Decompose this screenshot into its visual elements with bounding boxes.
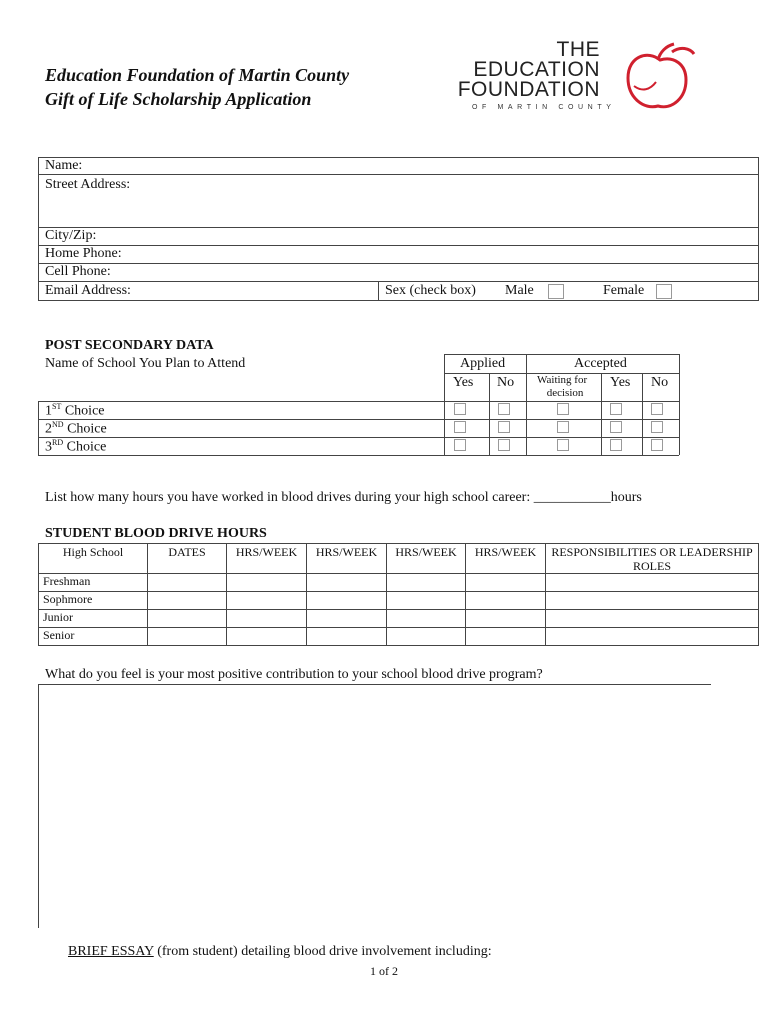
choice1-accepted-yes-checkbox[interactable] — [610, 403, 622, 415]
choice2-accepted-no-checkbox[interactable] — [651, 421, 663, 433]
table-cell[interactable] — [387, 574, 466, 592]
column-header: RESPONSIBILITIES OR LEADERSHIP ROLES — [546, 544, 759, 574]
row-label: Freshman — [39, 574, 148, 592]
logo-tagline: OF MARTIN COUNTY — [472, 104, 616, 111]
female-checkbox[interactable] — [656, 284, 672, 299]
row-label: Sophmore — [39, 592, 148, 610]
table-row — [39, 574, 759, 592]
table-cell[interactable] — [148, 628, 227, 646]
choice3-applied-no-checkbox[interactable] — [498, 439, 510, 451]
form-title: Education Foundation of Martin County — [45, 65, 350, 85]
choice2-applied-no-checkbox[interactable] — [498, 421, 510, 433]
street-address-field[interactable]: Street Address: — [45, 177, 131, 192]
table-cell[interactable] — [227, 628, 307, 646]
female-label: Female — [603, 283, 645, 298]
post-secondary-heading: POST SECONDARY DATA — [45, 338, 214, 353]
table-cell[interactable] — [148, 574, 227, 592]
table-cell[interactable] — [148, 610, 227, 628]
essay-title: BRIEF ESSAY — [68, 944, 154, 959]
school-name-label: Name of School You Plan to Attend — [45, 356, 246, 371]
table-cell[interactable] — [307, 610, 387, 628]
choice1-accepted-no-checkbox[interactable] — [651, 403, 663, 415]
table-cell[interactable] — [227, 610, 307, 628]
blood-drive-heading: STUDENT BLOOD DRIVE HOURS — [45, 526, 267, 541]
choice3-waiting-checkbox[interactable] — [557, 439, 569, 451]
accepted-yes-header: Yes — [610, 375, 631, 390]
table-cell[interactable] — [546, 610, 759, 628]
column-header: HRS/WEEK — [466, 544, 546, 574]
choice-row-1: 1ST Choice — [45, 402, 105, 419]
table-cell[interactable] — [387, 628, 466, 646]
city-zip-field[interactable]: City/Zip: — [45, 228, 97, 243]
choice1-waiting-checkbox[interactable] — [557, 403, 569, 415]
column-header: HRS/WEEK — [307, 544, 387, 574]
table-row — [39, 628, 759, 646]
table-cell[interactable] — [387, 592, 466, 610]
blood-drive-table — [38, 543, 759, 646]
table-cell[interactable] — [466, 574, 546, 592]
table-cell[interactable] — [466, 628, 546, 646]
choice2-accepted-yes-checkbox[interactable] — [610, 421, 622, 433]
table-cell[interactable] — [307, 628, 387, 646]
table-cell[interactable] — [307, 574, 387, 592]
choice1-applied-no-checkbox[interactable] — [498, 403, 510, 415]
table-cell[interactable] — [546, 574, 759, 592]
home-phone-field[interactable]: Home Phone: — [45, 246, 122, 261]
male-label: Male — [505, 283, 534, 298]
essay-instructions: BRIEF ESSAY (from student) detailing blood drive involvement including: — [68, 944, 492, 959]
row-label: Senior — [39, 628, 148, 646]
table-cell[interactable] — [466, 610, 546, 628]
cell-phone-field[interactable]: Cell Phone: — [45, 264, 111, 279]
table-cell[interactable] — [148, 592, 227, 610]
column-header: High School — [39, 544, 148, 574]
accepted-no-header: No — [651, 375, 669, 390]
applied-yes-header: Yes — [453, 375, 474, 390]
row-label: Junior — [39, 610, 148, 628]
table-cell[interactable] — [307, 592, 387, 610]
applied-no-header: No — [497, 375, 515, 390]
choice3-applied-yes-checkbox[interactable] — [454, 439, 466, 451]
accepted-header: Accepted — [574, 356, 627, 371]
table-cell[interactable] — [466, 592, 546, 610]
choice1-applied-yes-checkbox[interactable] — [454, 403, 466, 415]
column-header: HRS/WEEK — [227, 544, 307, 574]
choice-row-3: 3RD Choice — [45, 438, 107, 455]
name-field[interactable]: Name: — [45, 158, 83, 173]
personal-info-box — [38, 157, 759, 301]
contribution-answer-area[interactable] — [39, 685, 711, 927]
choice3-accepted-no-checkbox[interactable] — [651, 439, 663, 451]
table-cell[interactable] — [227, 574, 307, 592]
choice2-waiting-checkbox[interactable] — [557, 421, 569, 433]
logo-wordmark: THE EDUCATION FOUNDATION — [457, 38, 600, 101]
table-cell[interactable] — [227, 592, 307, 610]
hours-question[interactable]: List how many hours you have worked in blood drives during your high school career: ___________hours — [45, 490, 642, 505]
choice3-accepted-yes-checkbox[interactable] — [610, 439, 622, 451]
column-header: DATES — [148, 544, 227, 574]
sex-label: Sex (check box) — [385, 283, 476, 298]
form-subtitle: Gift of Life Scholarship Application — [45, 89, 312, 109]
table-row — [39, 592, 759, 610]
page-number: 1 of 2 — [370, 964, 398, 978]
column-header: HRS/WEEK — [387, 544, 466, 574]
table-row — [39, 610, 759, 628]
waiting-header: Waiting for decision — [537, 374, 588, 399]
contribution-question: What do you feel is your most positive contribution to your school blood drive program? — [45, 667, 543, 682]
choice2-applied-yes-checkbox[interactable] — [454, 421, 466, 433]
table-cell[interactable] — [546, 592, 759, 610]
apple-logo-icon — [620, 42, 700, 114]
email-field[interactable]: Email Address: — [45, 283, 131, 298]
choice-row-2: 2ND Choice — [45, 420, 107, 437]
table-cell[interactable] — [387, 610, 466, 628]
table-cell[interactable] — [546, 628, 759, 646]
applied-header: Applied — [460, 356, 506, 371]
male-checkbox[interactable] — [548, 284, 564, 299]
